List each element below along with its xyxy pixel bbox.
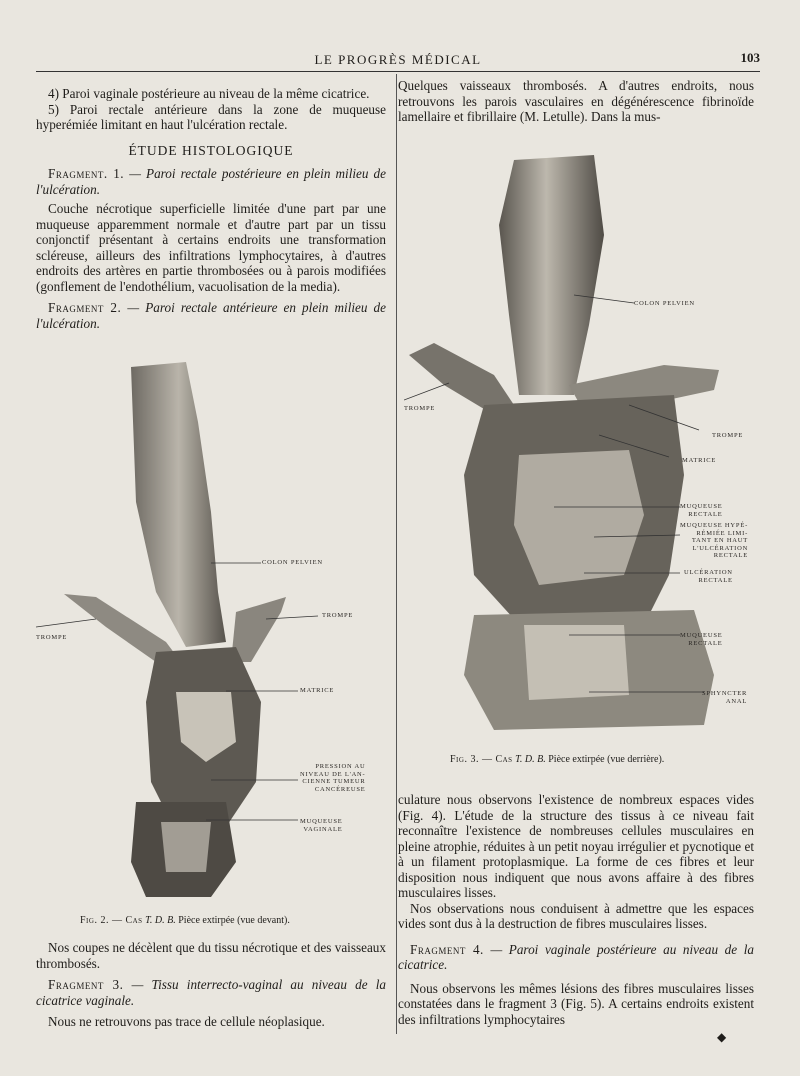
fragment-label: Fragment 4. bbox=[410, 941, 484, 957]
paragraph: Nous observons les mêmes lésions des fibres musculaires lisses constatées dans le fragment 3 (Fig. 5). A certains endroits existent des infiltrations lymphocytaires bbox=[398, 980, 754, 1027]
fragment-2-heading bbox=[36, 300, 386, 331]
fragment-3-heading bbox=[36, 977, 386, 1008]
section-heading: ÉTUDE HISTOLOGIQUE bbox=[128, 142, 294, 158]
paragraph: 5) Paroi rectale antérieure dans la zone de muqueuse hyperémiée limitant en haut l'ulcération rectale. bbox=[36, 101, 386, 132]
end-ornament-icon: ◆ bbox=[717, 1030, 727, 1044]
label-muqueuse-rectale: MUQUEUSE RECTALE bbox=[680, 503, 723, 518]
fragment-title: — Paroi rectale postérieure en plein milieu de l'ulcération. bbox=[36, 166, 386, 197]
label-matrice: MATRICE bbox=[300, 687, 335, 694]
paragraph: Nous ne retrouvons pas trace de cellule néoplasique. bbox=[48, 1014, 325, 1029]
paragraph: 4) Paroi vaginale postérieure au niveau de la même cicatrice. bbox=[48, 86, 370, 101]
right-column-bottom bbox=[398, 792, 754, 1027]
label-matrice: MATRICE bbox=[682, 457, 717, 464]
figure-2-caption: Fig. 2. — Cas T. D. B. Pièce extirpée (vue devant). bbox=[80, 915, 290, 926]
fragment-title: — Tissu interrecto-vaginal au niveau de la cicatrice vaginale. bbox=[36, 977, 387, 1008]
fragment-label: Fragment. 1. bbox=[48, 166, 125, 181]
header-rule bbox=[36, 71, 760, 72]
label-trompe: TROMPE bbox=[404, 405, 436, 412]
paragraph: Quelques vaisseaux thrombosés. A d'autres endroits, nous retrouvons les parois vasculaires en dégénérescence fibrinoïde lamellaire et fibrillaire (M. Letulle). Dans la mus- bbox=[398, 78, 754, 124]
fragment-4-heading bbox=[398, 942, 754, 973]
figure-3-caption: Fig. 3. — Cas T. D. B. Pièce extirpée (vue derrière). bbox=[450, 754, 665, 765]
paragraph: Nos coupes ne décèlent que du tissu nécrotique et des vaisseaux thrombosés. bbox=[36, 940, 386, 971]
page-header bbox=[36, 48, 760, 70]
label-sphincter-anal: SPHYNCTER ANAL bbox=[702, 690, 748, 705]
page-number: 103 bbox=[740, 50, 760, 65]
label-trompe: TROMPE bbox=[712, 432, 744, 439]
label-colon-pelvien: COLON PELVIEN bbox=[634, 300, 695, 307]
label-muqueuse-hyperemiee: MUQUEUSE HYPÉ- RÉMIÉE LIMI- TANT EN HAUT L'ULCÉRATION RECTALE bbox=[680, 522, 749, 559]
right-column-top bbox=[398, 78, 754, 125]
fragment-title: — Paroi rectale antérieure en plein milieu de l'ulcération. bbox=[36, 300, 386, 331]
fragment-label: Fragment 2. bbox=[48, 300, 122, 315]
fragment-title: — Paroi vaginale postérieure au niveau de la cicatrice. bbox=[398, 941, 754, 972]
label-muqueuse-rectale: MUQUEUSE RECTALE bbox=[680, 632, 723, 647]
left-column-bottom bbox=[36, 940, 386, 1030]
paragraph: culature nous observons l'existence de nombreux espaces vides (Fig. 4). L'étude de la structure des tissus à ce niveau fait reconnaître l'existence de nombreuses cellules musculaires en pleine atrophie, réduites à un petit noyau irrégulier et pycnotique et à un filament protoplasmique. La forme de ces fibres et leur disposition nous indiquent que nous avons affaire à des fibres musculaires lisses. bbox=[398, 792, 754, 900]
paragraph: Nos observations nous conduisent à admettre que les espaces vides sont dus à la destruction de fibres musculaires lisses. bbox=[398, 900, 754, 931]
label-muqueuse-vaginale: MUQUEUSE VAGINALE bbox=[300, 818, 343, 833]
paragraph: Couche nécrotique superficielle limitée d'une part par une muqueuse apparemment normale et d'autre part par un tissu conjonctif présentant à certains endroits une transformation scléreuse, ailleurs des infiltrations lymphocytaires, à d'autres endroits des artères en partie thrombosées ou à parois modifiées (gonflement de l'endothélium, vacuolisation de la media). bbox=[36, 201, 386, 294]
column-divider bbox=[396, 74, 397, 1034]
left-column-top bbox=[36, 86, 386, 331]
label-colon-pelvien: COLON PELVIEN bbox=[262, 559, 323, 566]
figure-3-photo bbox=[404, 155, 764, 740]
journal-title: LE PROGRÈS MÉDICAL bbox=[314, 52, 482, 67]
fragment-label: Fragment 3. bbox=[48, 977, 124, 992]
fragment-1-heading bbox=[36, 166, 386, 197]
label-trompe: TROMPE bbox=[36, 634, 68, 641]
label-ulceration-rectale: ULCÉRATION RECTALE bbox=[684, 569, 733, 584]
label-pression: PRESSION AU NIVEAU DE L'AN- CIENNE TUMEUR CANCÉREUSE bbox=[300, 763, 366, 793]
label-trompe: TROMPE bbox=[322, 612, 354, 619]
